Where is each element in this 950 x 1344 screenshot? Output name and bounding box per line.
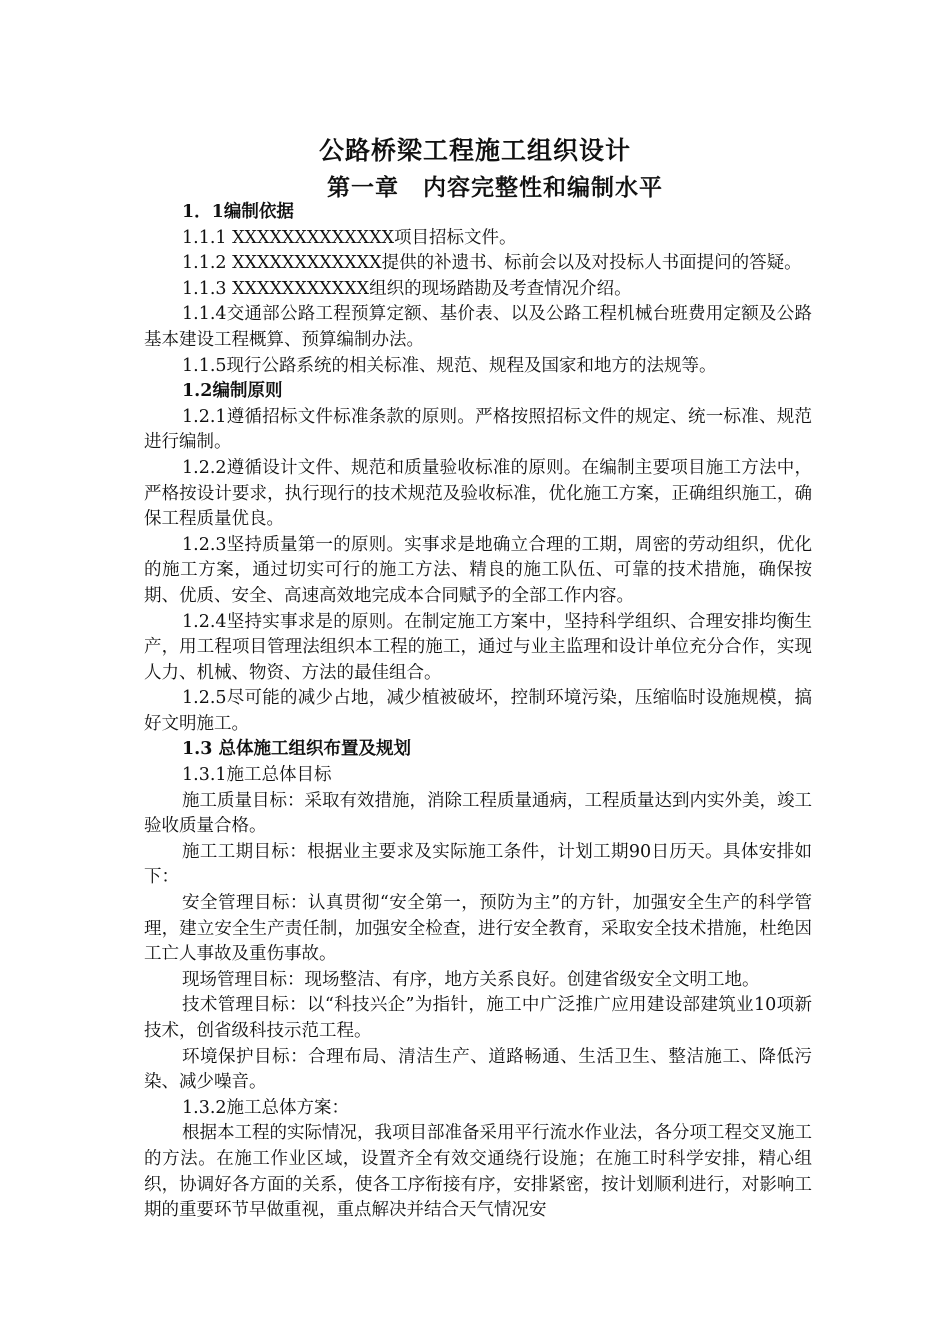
paragraph: 1.2.1遵循招标文件标准条款的原则。严格按照招标文件的规定、统一标准、规范进行编制。 [144,406,812,453]
paragraph: 环境保护目标：合理布局、清洁生产、道路畅通、生活卫生、整洁施工、降低污染、减少噪音。 [144,1046,812,1093]
paragraph: 现场管理目标：现场整洁、有序，地方关系良好。创建省级安全文明工地。 [182,969,760,990]
paragraph: 1.1.4交通部公路工程预算定额、基价表、以及公路工程机械台班费用定额及公路基本建设工程概算、预算编制办法。 [144,304,812,350]
paragraph: 1.2.3坚持质量第一的原则。实事求是地确立合理的工期，周密的劳动组织，优化的施工方案，通过切实可行的施工方法、精良的施工队伍、可靠的技术措施，确保按期、优质、安全、高速高效地完成本合同赋予的全部工作内容。 [144,534,812,606]
paragraph: 安全管理目标：认真贯彻“安全第一，预防为主”的方针，加强安全生产的科学管理，建立安全生产责任制，加强安全检查，进行安全教育，采取安全技术措施，杜绝因工亡人事故及重伤事故。 [144,893,812,965]
chapter-title: 第一章 内容完整性和编制水平 [327,174,663,201]
document-title: 公路桥梁工程施工组织设计 [318,136,631,165]
paragraph: 施工质量目标：采取有效措施，消除工程质量通病，工程质量达到内实外美，竣工验收质量合格。 [144,790,812,837]
paragraph: 根据本工程的实际情况，我项目部准备采用平行流水作业法，各分项工程交叉施工的方法。在施工作业区域，设置齐全有效交通绕行设施；在施工时科学安排，精心组织，协调好各方面的关系，使各工序衔接有序，安排紧密，按计划顺利进行，对影响工期的重要环节早做重视，重点解决并结合天气情况安 [144,1123,812,1221]
paragraph: 1.2.5尽可能的减少占地，减少植被破坏，控制环境污染，压缩临时设施规模，搞好文明施工。 [144,688,812,734]
paragraph: 1.1.3 XXXXXXXXXXX组织的现场踏勘及考查情况介绍。 [182,278,632,299]
paragraph: 1.2.4坚持实事求是的原则。在制定施工方案中，坚持科学组织、合理安排均衡生产，用工程项目管理法组织本工程的施工，通过与业主监理和设计单位充分合作，实现人力、机械、物资、方法的最佳组合。 [144,611,812,683]
section-heading: 1.2编制原则 [182,381,283,402]
paragraph: 1.1.5现行公路系统的相关标准、规范、规程及国家和地方的法规等。 [182,355,717,376]
paragraph: 1.1.2 XXXXXXXXXXXX提供的补遗书、标前会以及对投标人书面提问的答疑。 [182,253,802,274]
paragraph: 1.3.2施工总体方案： [182,1097,350,1118]
paragraph: 施工工期目标：根据业主要求及实际施工条件，计划工期90日历天。具体安排如下： [144,841,812,888]
paragraph: 技术管理目标：以“科技兴企”为指针，施工中广泛推广应用建设部建筑业10项新技术，创省级科技示范工程。 [144,995,812,1041]
paragraph: 1.1.1 XXXXXXXXXXXXX项目招标文件。 [182,227,517,248]
paragraph: 1.2.2遵循设计文件、规范和质量验收标准的原则。在编制主要项目施工方法中，严格按设计要求，执行现行的技术规范及验收标准，优化施工方案，正确组织施工，确保工程质量优良。 [144,457,812,530]
section-heading: 1.3 总体施工组织布置及规划 [182,739,412,760]
paragraph: 1.3.1施工总体目标 [182,765,332,786]
document-body [144,200,812,1224]
section-heading: 1．1编制依据 [182,202,294,222]
